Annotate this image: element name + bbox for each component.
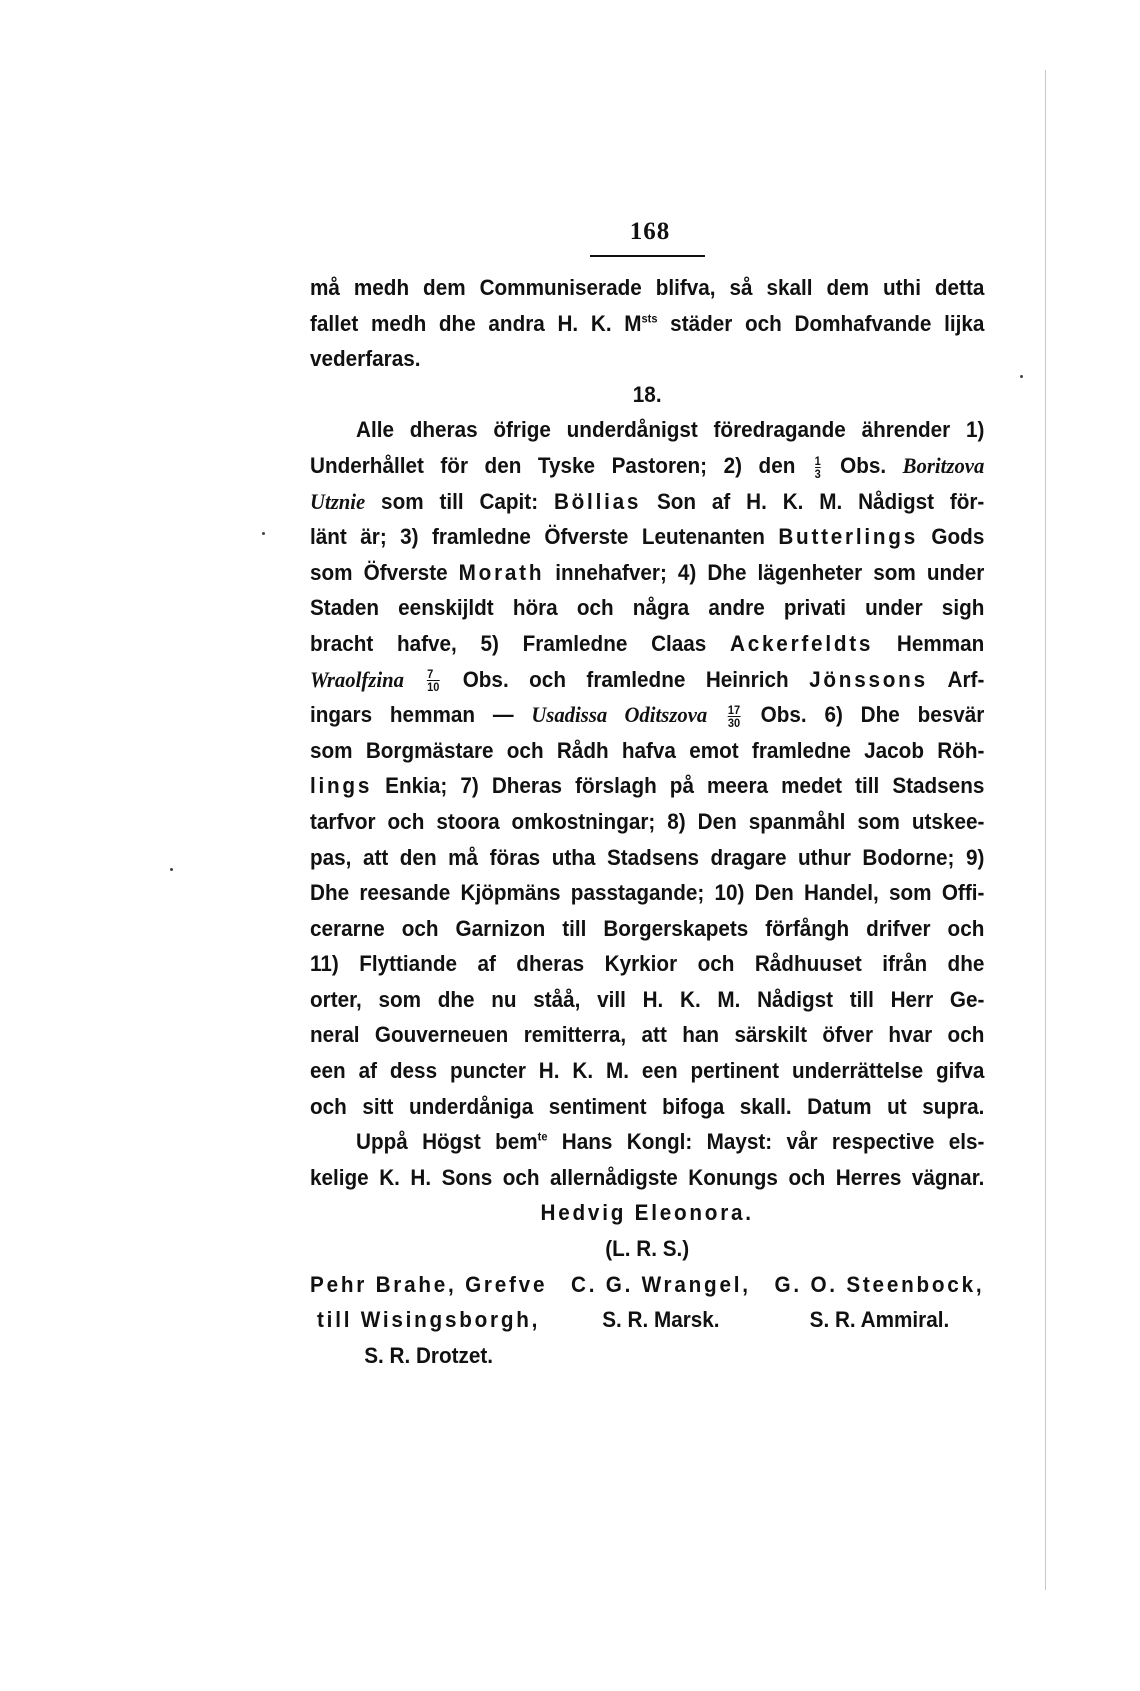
- text-line: 11) Flyttiande af dheras Kyrkior och Rådhuuset ifrån dhe: [310, 951, 985, 977]
- text-line: orter, som dhe nu ståå, vill H. K. M. Nådigst till Herr Ge-: [310, 986, 985, 1012]
- text-line: neral Gouverneuen remitterra, att han särskilt öfver hvar och: [310, 1022, 985, 1048]
- superscript: te: [537, 1129, 548, 1144]
- text-line: Underhållet för den Tyske Pastoren; 2) den $\frac{1}{3}$ Obs. Boritzova: [310, 452, 985, 481]
- scan-edge-line: [1045, 70, 1046, 1590]
- signature-left: Pehr Brahe, Grefve till Wisingsborgh, S. R. Drotzet.: [310, 1271, 548, 1368]
- body-text: [310, 270, 985, 1373]
- header-rule: [590, 255, 705, 257]
- text-line: cerarne och Garnizon till Borgerskapets förfångh drifver och: [310, 915, 985, 941]
- queen-signature: Hedvig Eleonora.: [540, 1200, 754, 1226]
- fraction: $\frac{17}{30}$: [727, 702, 741, 730]
- signature-right: G. O. Steenbock, S. R. Ammiral.: [774, 1271, 985, 1333]
- fraction: $\frac{1}{3}$: [814, 453, 821, 481]
- text-line: ingars hemman — Usadissa Oditszova $\frac{17}{30}$ Obs. 6) Dhe besvär: [310, 702, 985, 730]
- text-line: bracht hafve, 5) Framledne Claas Ackerfeldts Hemman: [310, 630, 985, 656]
- text-line: Dhe reesande Kjöpmäns passtagande; 10) Den Handel, som Offi-: [310, 880, 985, 906]
- text-line: som Öfverste Morath innehafver; 4) Dhe lägenheter som under: [310, 559, 985, 585]
- text-line: och sitt underdåniga sentiment bifoga skall. Datum ut supra.: [310, 1093, 985, 1119]
- text-line: vederfaras.: [310, 346, 421, 372]
- text-line: Wraolfzina $\frac{7}{10}$ Obs. och framledne Heinrich Jönssons Arf-: [310, 666, 985, 695]
- text-line: må medh dem Communiserade blifva, så skall dem uthi detta: [310, 275, 985, 300]
- superscript: sts: [641, 311, 658, 326]
- text-line: tarfvor och stoora omkostningar; 8) Den spanmåhl som utskee-: [310, 808, 985, 834]
- signature-block: [310, 1267, 984, 1374]
- page-number: 168: [629, 218, 671, 245]
- section-number: 18.: [632, 381, 662, 407]
- text-line: länt är; 3) framledne Öfverste Leutenanten Butterlings Gods: [310, 524, 985, 550]
- signature-middle: C. G. Wrangel, S. R. Marsk.: [571, 1271, 751, 1333]
- scan-speck: [262, 532, 265, 535]
- fraction: $\frac{7}{10}$: [427, 667, 440, 695]
- text-line: som Borgmästare och Rådh hafva emot framledne Jacob Röh-: [310, 737, 985, 763]
- text-line: fallet medh dhe andra H. K. $M^{sts}$ städer och Domhafvande lijka: [310, 310, 985, 336]
- scan-speck: [1020, 375, 1023, 378]
- text-line: Utznie som till Capit: Böllias Son af H. K. M. Nådigst för-: [310, 488, 985, 514]
- text-line: lings Enkia; 7) Dheras förslagh på meera medet till Stadsens: [310, 773, 985, 799]
- text-line: pas, att den må föras utha Stadsens dragare uthur Bodorne; 9): [310, 844, 985, 870]
- text-line: Uppå Högst bem$^{te}$ Hans Kongl: Mayst: vår respective els-: [356, 1129, 985, 1155]
- scan-speck: [170, 868, 173, 871]
- text-line: een af dess puncter H. K. M. een pertinent underrättelse gifva: [310, 1058, 985, 1084]
- seal-mark: (L. R. S.): [605, 1236, 690, 1262]
- text-line: kelige K. H. Sons och allernådigste Konungs och Herres vägnar.: [310, 1164, 985, 1190]
- text-line: Staden eenskijldt höra och några andre privati under sigh: [310, 595, 985, 621]
- text-line: Alle dheras öfrige underdånigst föredragande ährender 1): [356, 417, 985, 443]
